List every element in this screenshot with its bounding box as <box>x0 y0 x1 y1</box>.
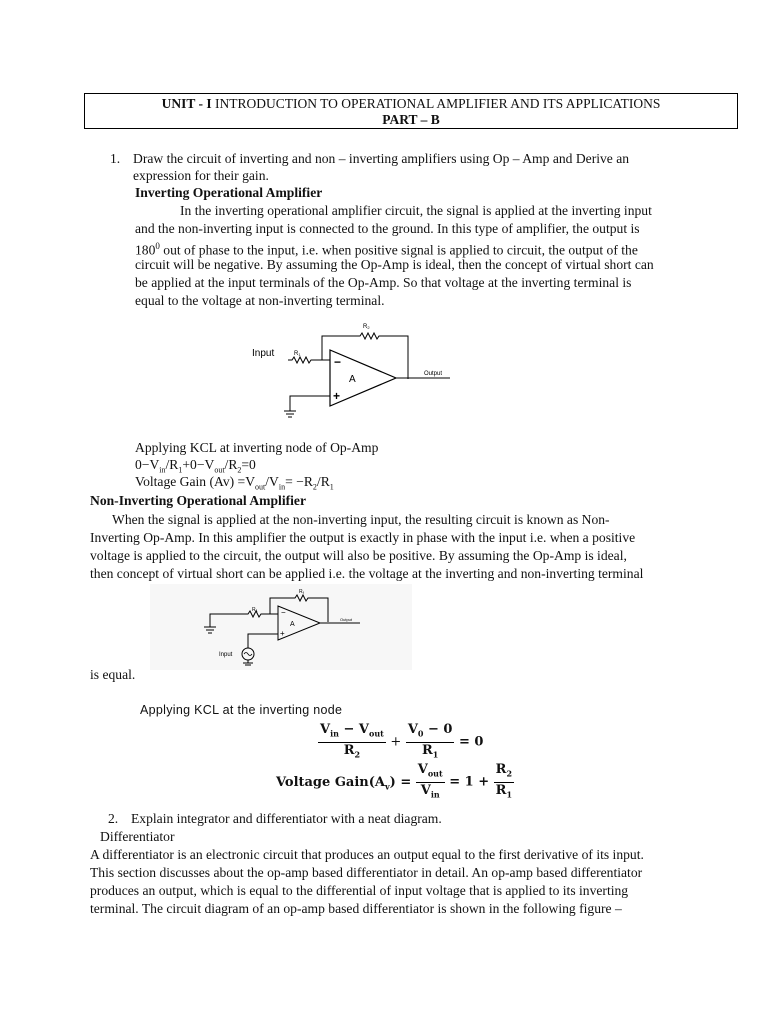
diff-para-line3: produces an output, which is equal to the differential of input voltage that is applied to its inverting <box>90 883 629 898</box>
kcl-noninverting-text: Applying KCL at the inverting node <box>140 703 343 717</box>
fig1-minus: − <box>334 355 342 369</box>
fig1-r1-label: R1 <box>294 351 301 357</box>
noninv-para-line4: then concept of virtual short can be applied i.e. the voltage at the inverting and non-inverting terminal <box>90 566 644 581</box>
inv-para-line4: circuit will be negative. By assuming the Op-Amp is ideal, then the concept of virtual short can <box>135 257 654 272</box>
kcl-inverting-equation: $0-V_{in}/R_1+0-V_{out}/R_2=0$ <box>135 457 256 475</box>
inv-para-line2: and the non-inverting input is connected to the ground. In this type of amplifier, the output is <box>135 221 640 236</box>
fig2-minus: − <box>281 608 286 617</box>
q1-line1: Draw the circuit of inverting and non – inverting amplifiers using Op – Amp and Derive an <box>133 151 630 166</box>
inv-para-line3: $180^0$ out of phase to the input, i.e. when positive signal is applied to circuit, the output of the <box>135 241 638 258</box>
inverting-gain-equation: Voltage Gain $(Av) =V_{out}/V_{in}= -R_2/R_1$ <box>135 474 334 492</box>
q2-number: 2. <box>108 811 119 826</box>
fig2-plus: + <box>280 629 285 638</box>
fig1-r2-label: R2 <box>363 324 370 330</box>
fig2-input-label: Input <box>219 652 233 658</box>
differentiator-heading: Differentiator <box>100 829 175 844</box>
unit-header-box <box>84 93 738 129</box>
unit-title: UNIT - I INTRODUCTION TO OPERATIONAL AMPLIFIER AND ITS APPLICATIONS <box>161 96 661 111</box>
fig1-plus: + <box>333 389 341 403</box>
fig2-output-label: Output <box>340 617 353 622</box>
q1-line2: expression for their gain. <box>133 168 269 183</box>
diff-para-line4: terminal. The circuit diagram of an op-amp based differentiator is shown in the following figure – <box>90 901 622 916</box>
noninverting-gain-equation: Voltage $Gain(A_v)$ = $\frac{V_{out}}{V_{in}}$ = 1 + $\frac{R_2}{R_1}$ <box>276 762 513 800</box>
fig2-rf-label: $R_f$ <box>299 589 304 595</box>
fig2-amp-label: A <box>290 621 295 628</box>
kcl-noninverting-equation: $\frac{V_{in} - V_{out}}{R_2}$ + $\frac{V_0 - 0}{R_1}$ = 0 <box>320 722 484 760</box>
inv-para-line1: In the inverting operational amplifier circuit, the signal is applied at the inverting input <box>180 203 652 218</box>
inv-para-line6: equal to the voltage at non-inverting terminal. <box>135 293 385 308</box>
noninv-para-line2: Inverting Op-Amp. In this amplifier the output is exactly in phase with the input i.e. when a positive <box>90 530 636 545</box>
fig1-output-label: Output <box>424 371 443 377</box>
diff-para-line1: A differentiator is an electronic circuit that produces an output equal to the first derivative of its input. <box>90 847 644 862</box>
fig1-amp-label: A <box>349 374 356 385</box>
noninv-para-line1: When the signal is applied at the non-inverting input, the resulting circuit is known as Non- <box>112 512 610 527</box>
inv-para-line5: be applied at the input terminals of the Op-Amp. So that voltage at the inverting terminal is <box>135 275 632 290</box>
inverting-amplifier-diagram <box>250 318 460 422</box>
q1-number: 1. <box>110 151 121 166</box>
is-equal-text: is equal. <box>90 667 136 682</box>
fig2-r1-label: $R_1$ <box>252 607 258 613</box>
kcl-inverting-text: Applying KCL at inverting node of Op-Amp <box>135 440 379 455</box>
inverting-heading: Inverting Operational Amplifier <box>135 185 323 200</box>
non-inverting-heading: Non-Inverting Operational Amplifier <box>90 493 306 508</box>
q2-line: Explain integrator and differentiator with a neat diagram. <box>131 811 442 826</box>
part-title: PART – B <box>382 112 440 127</box>
fig1-r1-resistor <box>288 357 330 363</box>
diff-para-line2: This section discusses about the op-amp based differentiator in detail. An op-amp based differentiator <box>90 865 643 880</box>
fig1-input-label: Input <box>252 348 275 359</box>
noninv-para-line3: voltage is applied to the circuit, the output will also be positive. By assuming the Op-Amp is ideal, <box>90 548 627 563</box>
non-inverting-amplifier-diagram <box>150 584 412 670</box>
